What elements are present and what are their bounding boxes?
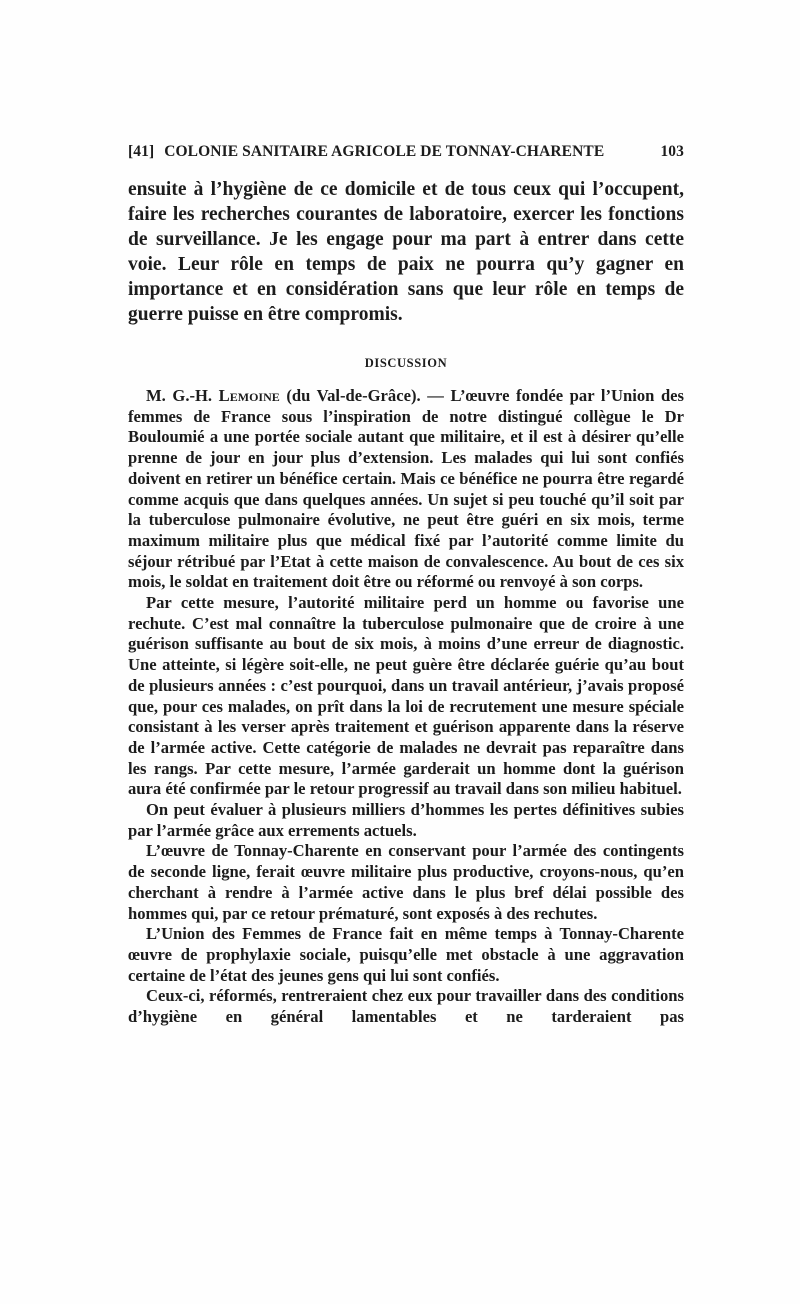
discussion-text (128, 386, 684, 1028)
running-head (128, 143, 684, 167)
running-head-left (128, 143, 614, 161)
running-title: COLONIE SANITAIRE AGRICOLE DE TONNAY-CHARENTE (164, 143, 605, 160)
discussion-paragraph-6: Ceux-ci, réformés, rentreraient chez eux pour travailler dans des conditions d’hygiène en général lamentables et ne tarderaient pas (128, 986, 684, 1027)
discussion-paragraph-5: L’Union des Femmes de France fait en même temps à Tonnay-Charente œuvre de prophylaxie sociale, puisqu’elle met obstacle à une aggravation certaine de l’état des jeunes gens qui lui sont confiés. (128, 924, 684, 985)
discussion-paragraph-2: Par cette mesure, l’autorité militaire perd un homme ou favorise une rechute. C’est mal connaître la tuberculose pulmonaire que de croire à une guérison suffisante au bout de six mois, à moins d’une erreur de diagnostic. Une atteinte, si légère soit-elle, ne peut guère être déclarée guérie qu’au bout de plusieurs années : c’est pourquoi, dans un travail antérieur, j’avais proposé que, pour ces malades, on prît dans la loi de recrutement une mesure spéciale consistant à les verser après traitement et guérison apparente dans la réserve de l’armée active. Cette catégorie de malades ne devrait pas reparaître dans les rangs. Par cette mesure, l’armée garderait un homme dont la guérison aura été confirmée par le retour progressif au travail dans son milieu habituel. (128, 593, 684, 799)
page-number: 103 (660, 143, 684, 160)
paragraph-1-text: L’œuvre fondée par l’Union des femmes de France sous l’inspiration de notre distingué collègue le Dr Bouloumié a une portée sociale autant que militaire, et il est à désirer qu’elle prenne de jour en jour plus d’extension. Les malades qui lui sont confiés doivent en retirer un bénéfice certain. Mais ce bénéfice ne pourra être regardé comme acquis que dans quelques années. Un sujet si peu touché qu’il soit par la tuberculose pulmonaire évolutive, ne peut être guéri en six mois, terme maximum militaire plus que médical fixé par l’autorité comme limite du séjour rétribué par l’Etat à cette maison de convalescence. Au bout de ces six mois, le soldat en traitement doit être ou réformé ou renvoyé à son corps. (128, 386, 685, 592)
intro-text (128, 177, 684, 327)
section-number: [41] (128, 143, 155, 160)
discussion-paragraph-4: L’œuvre de Tonnay-Charente en conservant pour l’armée des contingents de seconde ligne, ferait œuvre militaire plus productive, croyons-nous, qu’en cherchant à rendre à l’armée active dans le plus bref délai possible des hommes qui, par ce retour prématuré, sont exposés à des rechutes. (128, 841, 684, 923)
section-heading: DISCUSSION (364, 356, 448, 370)
discussion-paragraph-1 (128, 386, 684, 593)
speaker-name: Lemoine (218, 386, 280, 405)
speaker-affiliation: (du Val-de-Grâce). — (279, 386, 451, 405)
speaker-prefix: M. G.-H. (146, 386, 219, 405)
discussion-paragraph-3: On peut évaluer à plusieurs milliers d’hommes les pertes définitives subies par l’armée grâce aux errements actuels. (128, 800, 684, 840)
intro-paragraph: ensuite à l’hygiène de ce domicile et de tous ceux qui l’occupent, faire les recherches courantes de laboratoire, exercer les fonctions de surveillance. Je les engage pour ma part à entrer dans cette voie. Leur rôle en temps de paix ne pourra qu’y gagner en importance et en considération sans que leur rôle en temps de guerre puisse en être compromis. (128, 179, 684, 325)
